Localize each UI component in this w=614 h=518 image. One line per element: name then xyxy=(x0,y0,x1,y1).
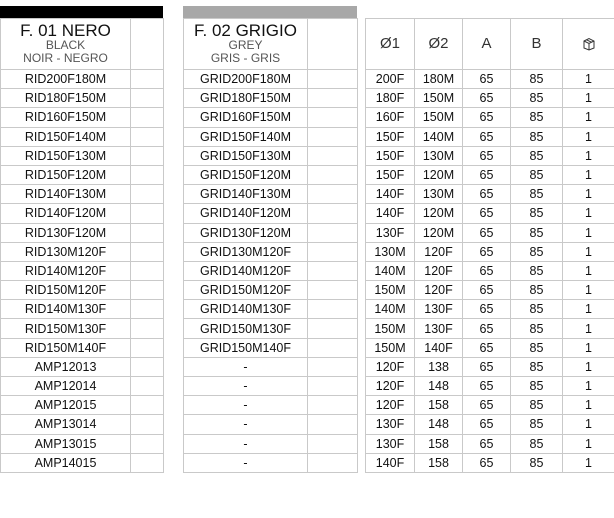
diameter1-cell: 140F xyxy=(366,204,415,223)
black-code-cell: RID140F130M xyxy=(1,185,131,204)
table-row xyxy=(1,377,164,396)
empty-cell xyxy=(308,108,358,127)
family-title: F. 01 NERO xyxy=(20,21,111,40)
grey-code-cell: GRID140M120F xyxy=(184,261,308,280)
diameter1-cell: 120F xyxy=(366,357,415,376)
diameter1-cell: 130M xyxy=(366,242,415,261)
empty-cell xyxy=(308,185,358,204)
empty-cell xyxy=(131,453,164,472)
diameter1-cell: 150M xyxy=(366,338,415,357)
pack-quantity-cell: 1 xyxy=(563,242,614,261)
table-row xyxy=(1,185,164,204)
empty-cell xyxy=(131,70,164,89)
box-icon xyxy=(582,37,596,51)
pack-quantity-cell: 1 xyxy=(563,415,614,434)
table-row xyxy=(366,108,614,127)
pack-quantity-cell: 1 xyxy=(563,185,614,204)
family-subtitle: GRIS - GRIS xyxy=(210,51,281,65)
black-code-cell: RID150F130M xyxy=(1,146,131,165)
dimension-b-cell: 85 xyxy=(511,261,563,280)
diameter1-cell: 150M xyxy=(366,281,415,300)
table-row xyxy=(366,70,614,89)
black-code-cell: AMP12014 xyxy=(1,377,131,396)
dimension-a-cell: 65 xyxy=(463,261,511,280)
diameter1-cell: 180F xyxy=(366,89,415,108)
table-row xyxy=(184,127,358,146)
empty-cell xyxy=(131,127,164,146)
diameter2-cell: 120M xyxy=(415,165,463,184)
empty-cell xyxy=(131,146,164,165)
table-row xyxy=(366,300,614,319)
table-row xyxy=(1,108,164,127)
diameter2-cell: 148 xyxy=(415,377,463,396)
dimension-b-cell: 85 xyxy=(511,204,563,223)
diameter2-cell: 120F xyxy=(415,242,463,261)
table-row xyxy=(366,204,614,223)
grey-code-cell: GRID150M140F xyxy=(184,338,308,357)
dimension-a-cell: 65 xyxy=(463,415,511,434)
empty-cell xyxy=(308,377,358,396)
dimension-a-cell: 65 xyxy=(463,338,511,357)
family-grey-color-bar xyxy=(183,6,357,18)
black-code-cell: AMP13015 xyxy=(1,434,131,453)
family-subtitle: BLACK xyxy=(45,38,86,52)
pack-quantity-cell: 1 xyxy=(563,453,614,472)
family-subtitle: GREY xyxy=(228,38,263,52)
dimension-b-cell: 85 xyxy=(511,453,563,472)
empty-cell xyxy=(308,281,358,300)
table-row xyxy=(366,377,614,396)
empty-cell xyxy=(131,108,164,127)
table-row xyxy=(366,242,614,261)
diameter2-cell: 158 xyxy=(415,396,463,415)
header-spacer xyxy=(308,19,358,70)
dimension-b-cell: 85 xyxy=(511,108,563,127)
dimension-b-cell: 85 xyxy=(511,146,563,165)
dimension-a-cell: 65 xyxy=(463,108,511,127)
diameter2-cell: 130F xyxy=(415,319,463,338)
diameter1-cell: 150M xyxy=(366,319,415,338)
table-row xyxy=(1,223,164,242)
table-row xyxy=(1,300,164,319)
table-row xyxy=(1,242,164,261)
table-row xyxy=(184,434,358,453)
empty-cell xyxy=(308,453,358,472)
table-row xyxy=(184,89,358,108)
table-row xyxy=(1,453,164,472)
dimension-b-cell: 85 xyxy=(511,434,563,453)
grey-code-cell: - xyxy=(184,415,308,434)
table-row xyxy=(366,89,614,108)
pack-quantity-cell: 1 xyxy=(563,338,614,357)
diameter1-cell: 150F xyxy=(366,165,415,184)
dimension-b-cell: 85 xyxy=(511,319,563,338)
grey-code-cell: - xyxy=(184,396,308,415)
dimension-b-cell: 85 xyxy=(511,70,563,89)
grey-code-cell: - xyxy=(184,453,308,472)
diameter2-cell: 140F xyxy=(415,338,463,357)
diameter2-cell: 158 xyxy=(415,434,463,453)
table-row xyxy=(1,146,164,165)
pack-quantity-cell: 1 xyxy=(563,261,614,280)
grey-code-cell: GRID130M120F xyxy=(184,242,308,261)
empty-cell xyxy=(308,396,358,415)
table-row xyxy=(366,165,614,184)
diameter2-cell: 120F xyxy=(415,281,463,300)
diameter1-cell: 130F xyxy=(366,223,415,242)
empty-cell xyxy=(308,204,358,223)
black-code-cell: RID180F150M xyxy=(1,89,131,108)
empty-cell xyxy=(308,434,358,453)
dimension-a-cell: 65 xyxy=(463,377,511,396)
diameter1-header: Ø1 xyxy=(366,19,415,70)
grey-code-cell: GRID180F150M xyxy=(184,89,308,108)
diameter2-cell: 150M xyxy=(415,108,463,127)
table-row xyxy=(184,165,358,184)
empty-cell xyxy=(131,89,164,108)
dimension-a-cell: 65 xyxy=(463,453,511,472)
table-row xyxy=(184,377,358,396)
grey-code-cell: GRID200F180M xyxy=(184,70,308,89)
diameter2-cell: 180M xyxy=(415,70,463,89)
black-code-cell: RID150F120M xyxy=(1,165,131,184)
black-code-cell: RID150M120F xyxy=(1,281,131,300)
grey-code-cell: - xyxy=(184,434,308,453)
grey-code-cell: GRID150F120M xyxy=(184,165,308,184)
table-row xyxy=(1,415,164,434)
pack-quantity-cell: 1 xyxy=(563,223,614,242)
diameter2-cell: 138 xyxy=(415,357,463,376)
dimension-b-cell: 85 xyxy=(511,357,563,376)
empty-cell xyxy=(308,338,358,357)
dimension-a-cell: 65 xyxy=(463,165,511,184)
table-row xyxy=(366,146,614,165)
table-row xyxy=(366,396,614,415)
black-codes-table xyxy=(0,18,164,473)
dimension-a-cell: 65 xyxy=(463,242,511,261)
black-code-cell: RID150F140M xyxy=(1,127,131,146)
empty-cell xyxy=(131,300,164,319)
diameter1-cell: 140M xyxy=(366,300,415,319)
table-row xyxy=(184,453,358,472)
black-family-header xyxy=(1,19,131,70)
table-row xyxy=(366,319,614,338)
table-row xyxy=(1,319,164,338)
empty-cell xyxy=(131,281,164,300)
black-code-cell: RID160F150M xyxy=(1,108,131,127)
table-row xyxy=(366,453,614,472)
table-row xyxy=(184,338,358,357)
black-code-cell: RID150M140F xyxy=(1,338,131,357)
dimension-b-cell: 85 xyxy=(511,415,563,434)
empty-cell xyxy=(131,434,164,453)
table-row xyxy=(184,185,358,204)
table-row xyxy=(1,357,164,376)
diameter1-cell: 120F xyxy=(366,377,415,396)
dimension-b-header: B xyxy=(511,19,563,70)
table-row xyxy=(366,281,614,300)
diameter2-cell: 130F xyxy=(415,300,463,319)
table-row xyxy=(184,70,358,89)
dimension-a-cell: 65 xyxy=(463,357,511,376)
table-row xyxy=(184,146,358,165)
grey-code-cell: GRID130F120M xyxy=(184,223,308,242)
table-row xyxy=(366,434,614,453)
table-row xyxy=(366,338,614,357)
pack-quantity-cell: 1 xyxy=(563,89,614,108)
diameter1-cell: 140F xyxy=(366,453,415,472)
empty-cell xyxy=(131,377,164,396)
diameter1-cell: 160F xyxy=(366,108,415,127)
empty-cell xyxy=(131,261,164,280)
dimension-b-cell: 85 xyxy=(511,185,563,204)
table-row xyxy=(1,338,164,357)
dimension-b-cell: 85 xyxy=(511,242,563,261)
dimension-a-cell: 65 xyxy=(463,434,511,453)
table-row xyxy=(184,281,358,300)
diameter1-cell: 150F xyxy=(366,146,415,165)
pack-quantity-cell: 1 xyxy=(563,377,614,396)
grey-code-cell: GRID140F120M xyxy=(184,204,308,223)
table-row xyxy=(1,434,164,453)
black-code-cell: RID140F120M xyxy=(1,204,131,223)
grey-code-cell: GRID150F130M xyxy=(184,146,308,165)
table-row xyxy=(184,108,358,127)
dimension-a-header: A xyxy=(463,19,511,70)
diameter2-cell: 120M xyxy=(415,223,463,242)
empty-cell xyxy=(308,70,358,89)
grey-code-cell: - xyxy=(184,377,308,396)
black-code-cell: AMP14015 xyxy=(1,453,131,472)
pack-quantity-cell: 1 xyxy=(563,70,614,89)
header-spacer xyxy=(131,19,164,70)
dimension-b-cell: 85 xyxy=(511,223,563,242)
empty-cell xyxy=(131,338,164,357)
diameter2-cell: 148 xyxy=(415,415,463,434)
diameter2-cell: 158 xyxy=(415,453,463,472)
pack-quantity-cell: 1 xyxy=(563,127,614,146)
grey-code-cell: - xyxy=(184,357,308,376)
empty-cell xyxy=(131,223,164,242)
table-row xyxy=(1,281,164,300)
empty-cell xyxy=(131,357,164,376)
table-row xyxy=(366,185,614,204)
empty-cell xyxy=(131,242,164,261)
dimension-b-cell: 85 xyxy=(511,377,563,396)
diameter2-cell: 120M xyxy=(415,204,463,223)
pack-quantity-cell: 1 xyxy=(563,204,614,223)
table-row xyxy=(1,204,164,223)
dimension-a-cell: 65 xyxy=(463,223,511,242)
black-code-cell: AMP12015 xyxy=(1,396,131,415)
table-row xyxy=(1,70,164,89)
table-row xyxy=(184,396,358,415)
empty-cell xyxy=(308,357,358,376)
black-code-cell: AMP13014 xyxy=(1,415,131,434)
pack-quantity-cell: 1 xyxy=(563,281,614,300)
table-row xyxy=(184,415,358,434)
dimension-b-cell: 85 xyxy=(511,165,563,184)
grey-codes-table xyxy=(183,18,358,473)
dimension-a-cell: 65 xyxy=(463,89,511,108)
empty-cell xyxy=(308,127,358,146)
dimension-b-cell: 85 xyxy=(511,89,563,108)
empty-cell xyxy=(308,242,358,261)
diameter2-cell: 140M xyxy=(415,127,463,146)
dimension-a-cell: 65 xyxy=(463,127,511,146)
diameter2-cell: 150M xyxy=(415,89,463,108)
empty-cell xyxy=(308,300,358,319)
pack-quantity-cell: 1 xyxy=(563,108,614,127)
dimension-b-cell: 85 xyxy=(511,281,563,300)
table-row xyxy=(1,396,164,415)
diameter2-cell: 130M xyxy=(415,146,463,165)
table-row xyxy=(184,357,358,376)
dimension-a-cell: 65 xyxy=(463,70,511,89)
grey-code-cell: GRID140M130F xyxy=(184,300,308,319)
diameter2-cell: 120F xyxy=(415,261,463,280)
empty-cell xyxy=(131,204,164,223)
table-row xyxy=(184,223,358,242)
dimension-a-cell: 65 xyxy=(463,185,511,204)
dimension-a-cell: 65 xyxy=(463,146,511,165)
dimension-a-cell: 65 xyxy=(463,300,511,319)
pack-quantity-header xyxy=(563,19,614,70)
pack-quantity-cell: 1 xyxy=(563,357,614,376)
pack-quantity-cell: 1 xyxy=(563,319,614,338)
black-code-cell: RID150M130F xyxy=(1,319,131,338)
empty-cell xyxy=(308,415,358,434)
grey-code-cell: GRID150M130F xyxy=(184,319,308,338)
black-code-cell: RID140M120F xyxy=(1,261,131,280)
table-row xyxy=(366,223,614,242)
black-code-cell: RID200F180M xyxy=(1,70,131,89)
dimension-a-cell: 65 xyxy=(463,396,511,415)
empty-cell xyxy=(131,319,164,338)
dimension-a-cell: 65 xyxy=(463,204,511,223)
table-row xyxy=(366,127,614,146)
diameter2-cell: 130M xyxy=(415,185,463,204)
grey-code-cell: GRID150F140M xyxy=(184,127,308,146)
grey-code-cell: GRID140F130M xyxy=(184,185,308,204)
empty-cell xyxy=(131,396,164,415)
diameter1-cell: 130F xyxy=(366,434,415,453)
table-row xyxy=(1,127,164,146)
dimension-a-cell: 65 xyxy=(463,319,511,338)
pack-quantity-cell: 1 xyxy=(563,146,614,165)
table-row xyxy=(184,300,358,319)
empty-cell xyxy=(131,165,164,184)
grey-code-cell: GRID150M120F xyxy=(184,281,308,300)
dimension-b-cell: 85 xyxy=(511,396,563,415)
table-row xyxy=(184,319,358,338)
table-row xyxy=(184,261,358,280)
empty-cell xyxy=(308,261,358,280)
diameter1-cell: 140M xyxy=(366,261,415,280)
dimension-b-cell: 85 xyxy=(511,300,563,319)
pack-quantity-cell: 1 xyxy=(563,396,614,415)
dimension-b-cell: 85 xyxy=(511,338,563,357)
empty-cell xyxy=(308,89,358,108)
dimension-b-cell: 85 xyxy=(511,127,563,146)
table-row xyxy=(1,89,164,108)
pack-quantity-cell: 1 xyxy=(563,434,614,453)
diameter1-cell: 130F xyxy=(366,415,415,434)
dimensions-table xyxy=(365,18,614,473)
diameter1-cell: 140F xyxy=(366,185,415,204)
table-row xyxy=(184,242,358,261)
grey-family-header xyxy=(184,19,308,70)
empty-cell xyxy=(308,146,358,165)
empty-cell xyxy=(308,223,358,242)
black-code-cell: RID130M120F xyxy=(1,242,131,261)
black-code-cell: RID140M130F xyxy=(1,300,131,319)
pack-quantity-cell: 1 xyxy=(563,165,614,184)
empty-cell xyxy=(308,319,358,338)
table-row xyxy=(366,415,614,434)
diameter2-header: Ø2 xyxy=(415,19,463,70)
diameter1-cell: 150F xyxy=(366,127,415,146)
table-row xyxy=(1,261,164,280)
table-row xyxy=(366,261,614,280)
empty-cell xyxy=(308,165,358,184)
dimension-a-cell: 65 xyxy=(463,281,511,300)
grey-code-cell: GRID160F150M xyxy=(184,108,308,127)
table-row xyxy=(366,357,614,376)
family-subtitle: NOIR - NEGRO xyxy=(23,51,108,65)
black-code-cell: AMP12013 xyxy=(1,357,131,376)
empty-cell xyxy=(131,185,164,204)
empty-cell xyxy=(131,415,164,434)
diameter1-cell: 120F xyxy=(366,396,415,415)
table-row xyxy=(184,204,358,223)
table-row xyxy=(1,165,164,184)
diameter1-cell: 200F xyxy=(366,70,415,89)
black-code-cell: RID130F120M xyxy=(1,223,131,242)
family-black-color-bar xyxy=(0,6,163,18)
pack-quantity-cell: 1 xyxy=(563,300,614,319)
family-title: F. 02 GRIGIO xyxy=(194,21,297,40)
